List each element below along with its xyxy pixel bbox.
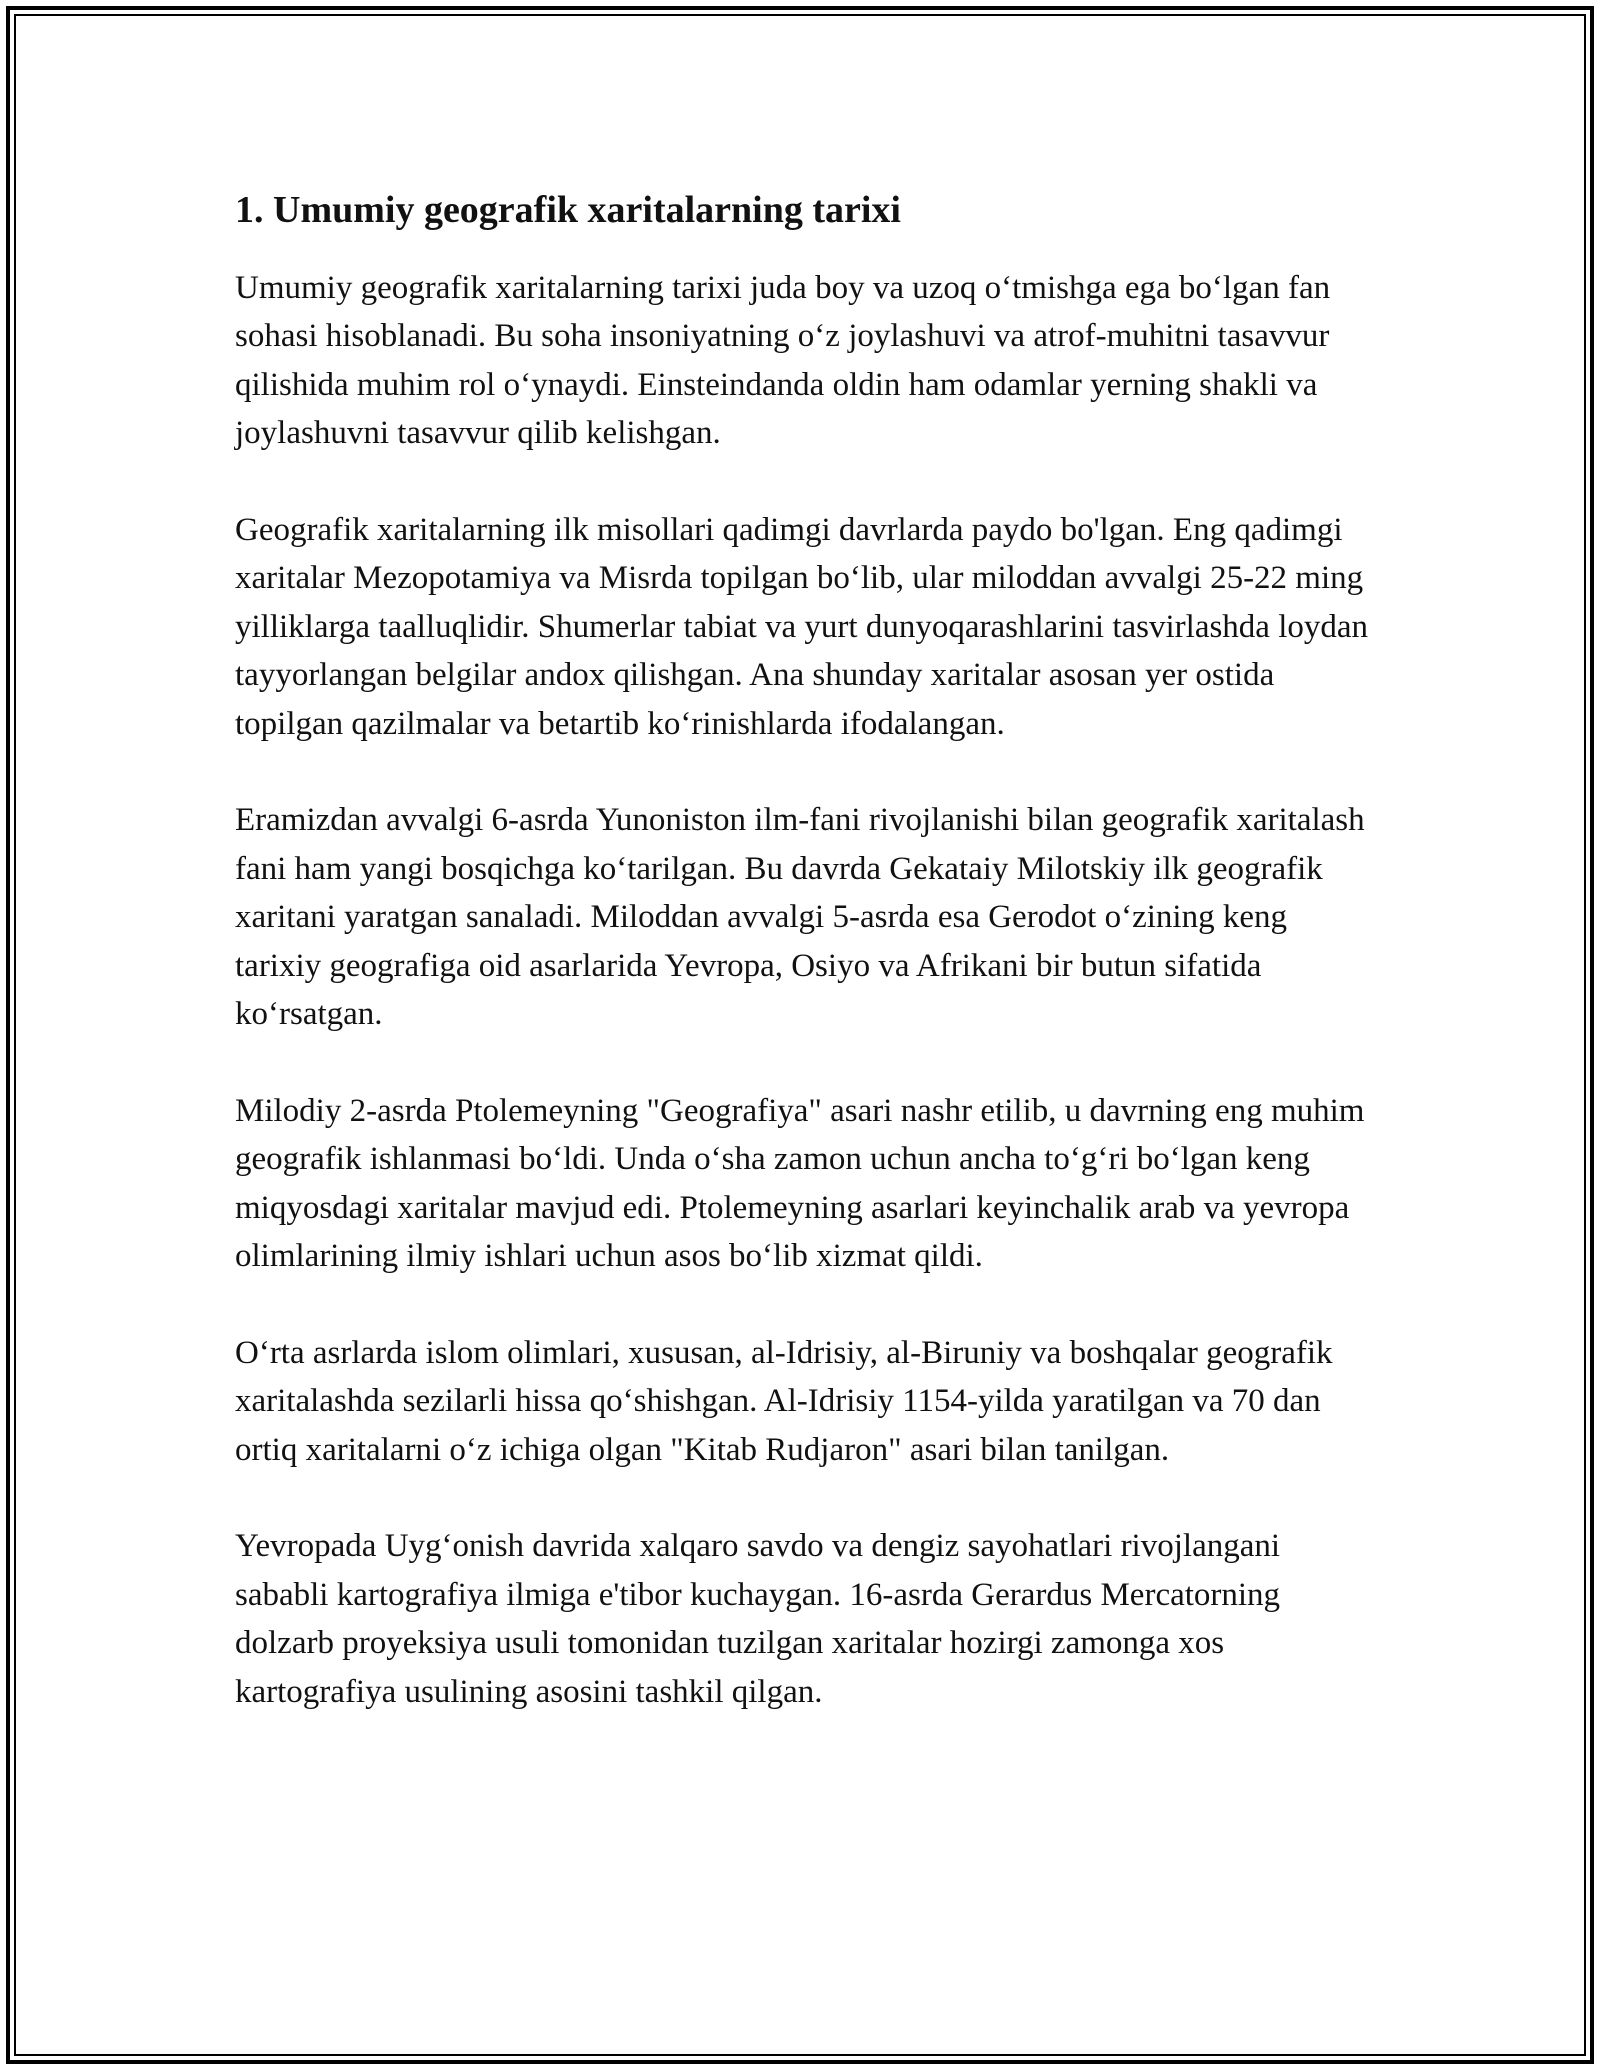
paragraph-renaissance: Yevropada Uyg‘onish davrida xalqaro savdo va dengiz sayohatlari rivojlangani sababli kartografiya ilmiga e'tibor kuchaygan. 16-asrda Gerardus Mercatorning dolzarb proyeksiya usuli tomonidan tuzilgan xaritalar hozirgi zamonga xos kartografiya usulining asosini tashkil qilgan. [235,1528,1281,1710]
paragraph-islamic-scholars: O‘rta asrlarda islom olimlari, xususan, al-Idrisiy, al-Biruniy va boshqalar geografik xaritalashda sezilarli hissa qo‘shishgan. Al-Idrisiy 1154-yilda yaratilgan va 70 dan ortiq xaritalarni o‘z ichiga olgan "Kitab Rudjaron" asari bilan tanilgan. [235,1334,1333,1468]
paragraph-greek-era: Eramizdan avvalgi 6-asrda Yunoniston ilm-fani rivojlanishi bilan geografik xaritalash fani ham yangi bosqichga ko‘tarilgan. Bu davrda Gekataiy Milotskiy ilk geografik xaritani yaratgan sanaladi. Miloddan avvalgi 5-asrda esa Gerodot o‘zining keng tarixiy geografiga oid asarlarida Yevropa, Osiyo va Afrikani bir butun sifatida ko‘rsatgan. [235,802,1365,1033]
paragraph-ancient-maps: Geografik xaritalarning ilk misollari qadimgi davrlarda paydo bo'lgan. Eng qadimgi xaritalar Mezopotamiya va Misrda topilgan bo‘lib, ular miloddan avvalgi 25-22 ming yilliklarga taalluqlidir. Shumerlar tabiat va yurt dunyoqarashlarini tasvirlashda loydan tayyorlangan belgilar andox qilishgan. Ana shunday xaritalar asosan yer ostida topilgan qazilmalar va betartib ko‘rinishlarda ifodalangan. [235,511,1369,742]
document-body [235,188,1375,1764]
section-heading: 1. Umumiy geografik xaritalarning tarixi [235,189,901,231]
paragraph-ptolemy: Milodiy 2-asrda Ptolemeyning "Geografiya" asari nashr etilib, u davrning eng muhim geografik ishlanmasi bo‘ldi. Unda o‘sha zamon uchun ancha to‘g‘ri bo‘lgan keng miqyosdagi xaritalar mavjud edi. Ptolemeyning asarlari keyinchalik arab va yevropa olimlarining ilmiy ishlari uchun asos bo‘lib xizmat qildi. [235,1092,1365,1275]
paragraph-intro: Umumiy geografik xaritalarning tarixi juda boy va uzoq o‘tmishga ega bo‘lgan fan sohasi hisoblanadi. Bu soha insoniyatning o‘z joylashuvi va atrof-muhitni tasavvur qilishida muhim rol o‘ynaydi. Einsteindanda oldin ham odamlar yerning shakli va joylashuvni tasavvur qilib kelishgan. [235,269,1331,452]
